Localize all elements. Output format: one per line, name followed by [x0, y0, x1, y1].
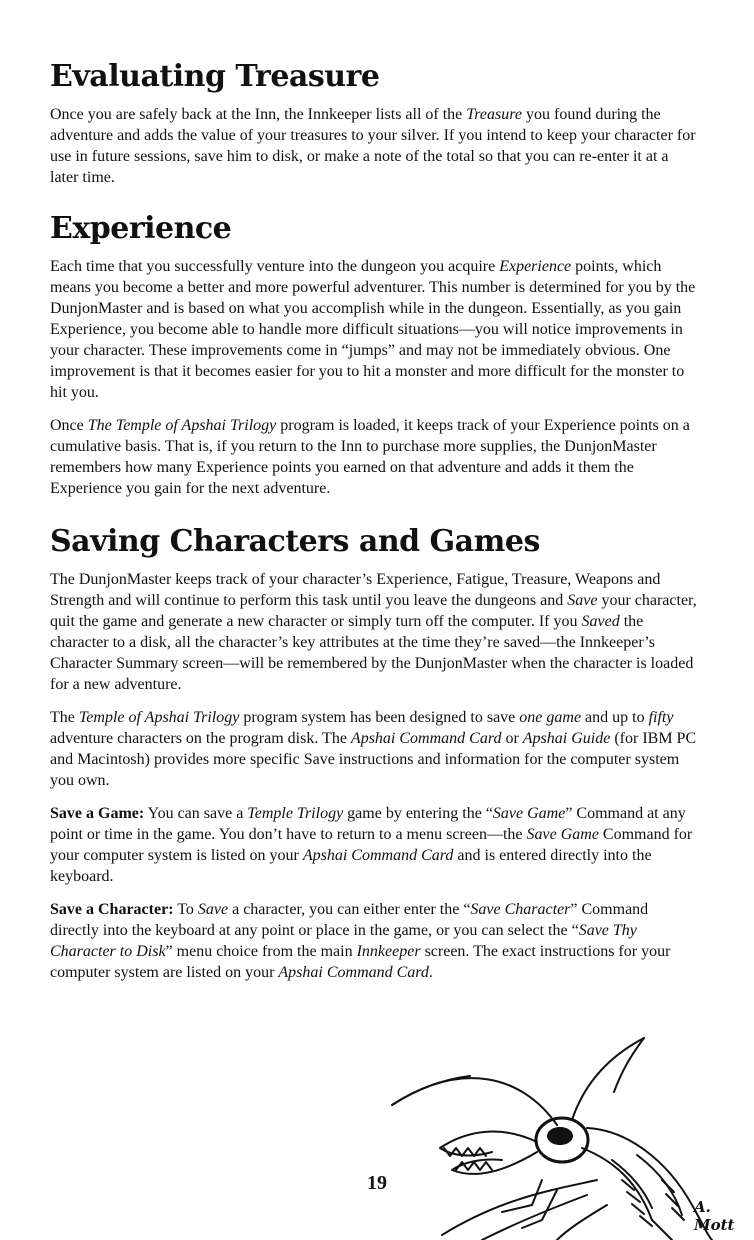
- text-run: adventure characters on the program disk. The: [50, 730, 351, 747]
- italic-text: The Temple of Apshai Trilogy: [87, 417, 277, 434]
- italic-text: Save: [567, 592, 598, 609]
- paragraph: [50, 569, 700, 695]
- run-in-heading: Save a Character:: [50, 901, 174, 918]
- italic-text: Apshai Command Card: [350, 730, 502, 747]
- paragraph: [50, 104, 700, 188]
- heading-saving-characters-and-games: Saving Characters and Games: [50, 524, 540, 559]
- italic-text: Save Game: [526, 826, 599, 843]
- text-run: To: [173, 901, 198, 918]
- italic-text: Apshai Guide: [522, 730, 611, 747]
- italic-text: Experience: [499, 258, 572, 275]
- text-run: Once: [50, 417, 88, 434]
- text-run: or: [501, 730, 523, 747]
- text-run: and is entered directly into the keyboard.: [50, 847, 652, 885]
- italic-text: Apshai Command Card: [302, 847, 454, 864]
- paragraph: [50, 256, 700, 403]
- document-page: [50, 58, 700, 995]
- italic-text: Temple of Apshai Trilogy: [78, 709, 240, 726]
- artist-signature: A. Mott: [694, 1198, 735, 1234]
- text-run: and up to: [581, 709, 649, 726]
- text-run: Command for your computer system is listed on your: [50, 826, 693, 864]
- paragraph: [50, 707, 700, 791]
- italic-text: Save Game: [492, 805, 566, 822]
- italic-text: one game: [519, 709, 582, 726]
- paragraph-save-a-character: [50, 899, 700, 983]
- page-number: 19: [367, 1172, 387, 1194]
- italic-text: Save Thy Character to Disk: [50, 922, 637, 960]
- text-run: The DunjonMaster keeps track of your character’s Experience, Fatigue, Treasure, Weapons and Strength and will continue to perform this task until you leave the dungeons and: [50, 571, 661, 609]
- paragraph-save-a-game: [50, 803, 700, 887]
- section-experience-body: [50, 256, 700, 499]
- text-run: Each time that you successfully venture into the dungeon you acquire: [50, 258, 500, 275]
- italic-text: Innkeeper: [356, 943, 421, 960]
- text-run: you found during the adventure and adds the value of your treasures to your silver. If you intend to keep your character for use in future sessions, save him to disk, or make a note of the total so that you can re-enter it at a later time.: [50, 106, 696, 186]
- italic-text: fifty: [648, 709, 674, 726]
- text-run: ” Command at any point or time in the game. You don’t have to return to a menu screen—the: [50, 805, 686, 843]
- italic-text: Treasure: [466, 106, 522, 123]
- text-run: program is loaded, it keeps track of your Experience points on a cumulative basis. That is, if you return to the Inn to purchase more supplies, the DunjonMaster remembers how many Experience points you earned on that adventure and adds it them the Experience you gain for the next adventure.: [50, 417, 690, 497]
- text-run: The: [50, 709, 79, 726]
- section-saving-body: [50, 569, 700, 983]
- text-run: a character, you can either enter the “: [228, 901, 471, 918]
- text-run: points, which means you become a better and more powerful adventurer. This number is determined for you by the DunjonMaster and is based on what you accomplish while in the dungeon. Essentially, as you gain Experience, you become able to handle more difficult situations—you will notice improvements in your character. These improvements come in “jumps” and may not be immediately obvious. One improvement is that it becomes easier for you to hit a monster and more difficult for the monster to hit you.: [50, 258, 696, 401]
- text-run: You can save a: [144, 805, 248, 822]
- italic-text: Saved: [581, 613, 620, 630]
- text-run: program system has been designed to save: [239, 709, 520, 726]
- italic-text: Apshai Command Card: [278, 964, 429, 981]
- run-in-heading: Save a Game:: [50, 805, 145, 822]
- section-evaluating-treasure-body: [50, 104, 700, 188]
- text-run: screen. The exact instructions for your computer system are listed on your: [50, 943, 671, 981]
- italic-text: Save: [197, 901, 229, 918]
- italic-text: Temple Trilogy: [247, 805, 344, 822]
- text-run: Once you are safely back at the Inn, the Innkeeper lists all of the: [50, 106, 467, 123]
- text-run: game by entering the “: [343, 805, 493, 822]
- text-run: the character to a disk, all the character’s key attributes at the time they’re saved—the Innkeeper’s Character Summary screen—will be remembered by the DunjonMaster when the character is loaded for a new adventure.: [50, 613, 694, 693]
- text-run: (for IBM PC and Macintosh) provides more specific Save instructions and information for the computer system you own.: [50, 730, 697, 789]
- heading-evaluating-treasure: Evaluating Treasure: [50, 59, 380, 94]
- text-run: your character, quit the game and generate a new character or simply turn off the computer. If you: [50, 592, 697, 630]
- paragraph: [50, 415, 700, 499]
- text-run: ” Command directly into the keyboard at any point or place in the game, or you can select the “: [50, 901, 649, 939]
- italic-text: Save Character: [470, 901, 571, 918]
- text-run: ” menu choice from the main: [165, 943, 357, 960]
- text-run: .: [428, 964, 433, 981]
- heading-experience: Experience: [50, 211, 232, 246]
